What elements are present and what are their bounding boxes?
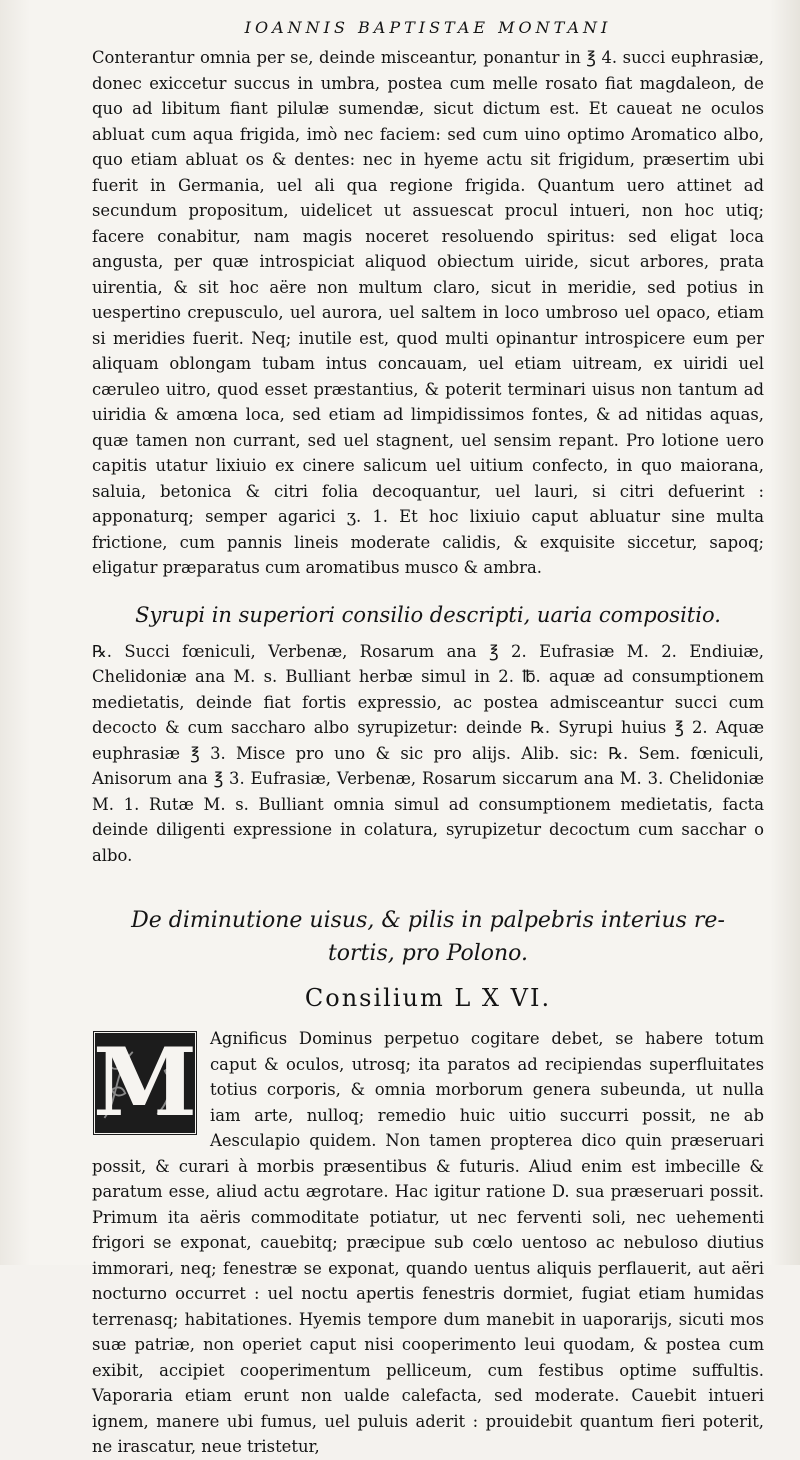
paragraph-1: Conterantur omnia per se, deinde misceantur, ponantur in ℥ 4. succi euphrasiæ, donec exiccetur succus in umbra, postea cum melle rosato fiat magdaleon, de quo ad libitum fiant pilulæ sumendæ, sicut dictum est. Et caueat ne oculos abluat cum aqua frigida, imò nec faciem: sed cum uino optimo Aromatico albo, quo etiam abluat os & dentes: nec in hyeme actu sit frigidum, præsertim ubi fuerit in Germania, uel ali qua regione frigida. Quantum uero attinet ad secundum propositum, uidelicet ut assuescat procul intueri, non hoc utiq; facere conabitur, nam magis noceret resoluendo spiritus: sed eligat loca angusta, per quæ introspiciat aliquod obiectum uiride, sicut arbores, prata uirentia, & sit hoc aëre non multum claro, sicut in meridie, sed potius in uespertino crepusculo, uel aurora, uel saltem in loco umbroso uel opaco, etiam si meridies fuerit. Neq; inutile est, quod multi opinantur introspicere eum per aliquam oblongam tubam intus concauam, uel etiam uitream, ex uiridi uel cæruleo uitro, quod esset præstantius, & poterit terminari uisus non tantum ad uiridia & amœna loca, sed etiam ad limpidissimos fontes, & ad nitidas aquas, quæ tamen non currant, sed uel stagnent, uel sensim repant. Pro lotione uero capitis utatur lixiuio ex cinere salicum uel uitium confecto, in quo maiorana, saluia, betonica & citri folia decoquantur, uel lauri, si citri defuerint : apponaturq; semper agarici ʒ. 1. Et hoc lixiuio caput abluatur sine multa frictione, cum pannis lineis moderate calidis, & exquisite siccetur, sapoq; eligatur præparatus cum aromatibus musco & ambra. — [92, 48, 764, 577]
running-head: IOANNIS BAPTISTAE MONTANI — [244, 18, 612, 37]
decorated-initial — [92, 1030, 198, 1136]
subheading: Syrupi in superiori consilio descripti, uaria compositio. — [135, 602, 721, 627]
consilium-text: Agnificus Dominus perpetuo cogitare debet, se habere totum caput & oculos, utrosq; ita paratos ad recipiendas superfluitates totius corporis, & omnia morborum genera subeunda, ut nulla iam arte, nulloq; remedio huic uitio succurri possit, ne ab Aesculapio quidem. Non tamen propterea dico quin præseruari possit, & curari à morbis præsentibus & futuris. Aliud enim est imbecille & paratum esse, aliud actu ægrotare. Hac igitur ratione D. sua præseruari possit. Primum ita aëris commoditate potiatur, ut nec ferventi soli, nec uehementi frigori se exponat, cauebitq; præcipue sub cœlo uentoso ac nebuloso diutius immorari, neq; fenestræ se exponat, quando uentus aliquis perflauerit, aut aëri nocturno occurret : uel noctu apertis fenestris dormiet, fugiat etiam humidas terrenasq; habitationes. Hyemis tempore dum manebit in uaporarijs, sicuti mos suæ patriæ, non operiet caput nisi cooperimento leui quodam, & postea cum exibit, accipiet cooperimentum pelliceum, cum festibus optime suffultis. Vaporaria etiam erunt non ualde calefacta, sed moderate. Cauebit intueri ignem, manere ubi fumus, uel puluis aderit : prouidebit quantum fieri poterit, ne irascatur, neue tristetur, — [92, 1029, 764, 1456]
consilium-label: Consilium L X VI. — [304, 984, 552, 1012]
section-title-line-1: De diminutione uisus, & pilis in palpebris interius re- — [131, 908, 725, 933]
section-title — [92, 904, 764, 970]
section-title-line-2: tortis, pro Polono. — [327, 941, 529, 966]
dropcap-letter: M — [92, 1028, 198, 1138]
consilium-body — [92, 1026, 764, 1460]
recipe-paragraph: ℞. Succi fœniculi, Verbenæ, Rosarum ana ℥ 2. Eufrasiæ M. 2. Endiuiæ, Chelidoniæ ana M. s. Bulliant herbæ simul in 2. ℔. aquæ ad consumptionem medietatis, deinde fiat fortis expressio, ac postea admisceantur succi cum decocto & cum saccharo albo syrupizetur: deinde ℞. Syrupi huius ℥ 2. Aquæ euphrasiæ ℥ 3. Misce pro uno & sic pro alijs. Alib. sic: ℞. Sem. fœniculi, Anisorum ana ℥ 3. Eufrasiæ, Verbenæ, Rosarum siccarum ana M. 3. Chelidoniæ M. 1. Rutæ M. s. Bulliant omnia simul ad consumptionem medietatis, facta deinde diligenti expressione in colatura, syrupizetur decoctum cum sacchar o albo. — [92, 641, 764, 865]
